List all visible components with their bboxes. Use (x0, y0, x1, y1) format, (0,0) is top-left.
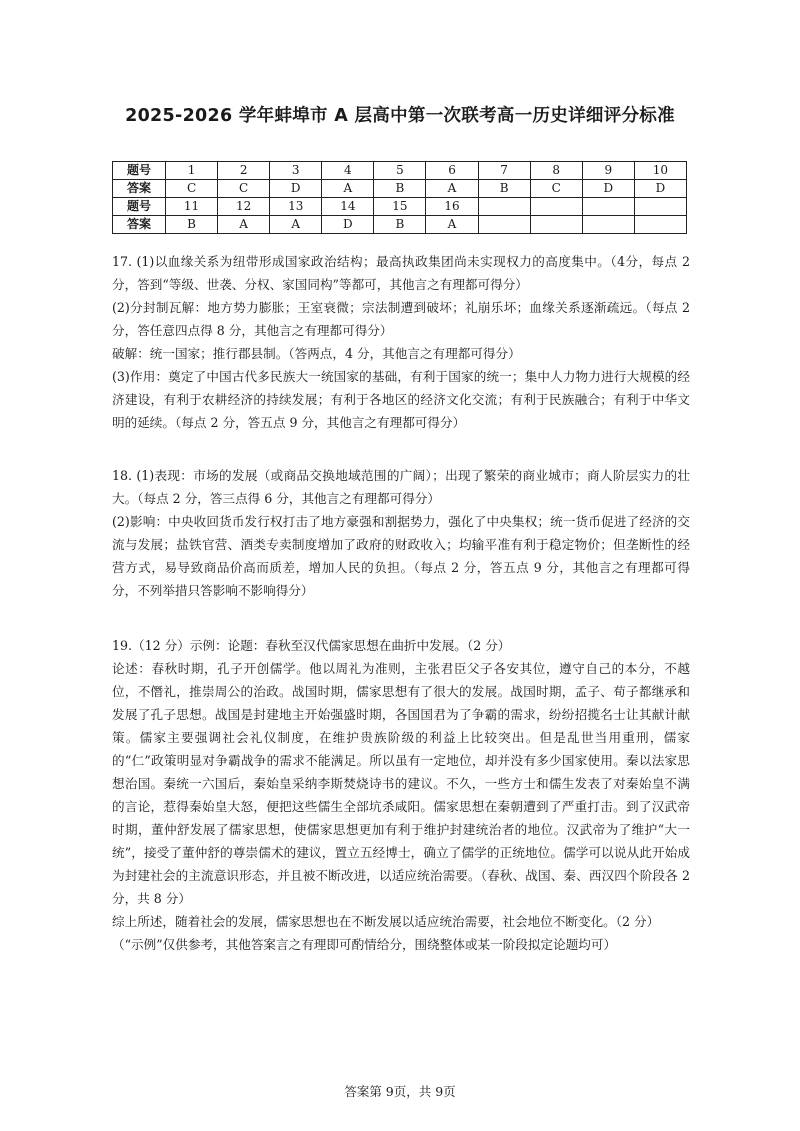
q17-part1: 17. (1)以血缘关系为纽带形成国家政治结构；最高执政集团尚未实现权力的高度集中。（4分，每点 2 分，答到“等级、世袭、分权、家国同构”等都可，其他言之有理都可得分） (112, 254, 690, 292)
table-cell (530, 198, 582, 216)
table-cell: 13 (270, 198, 322, 216)
page-footer: 答案第 9页，共 9页 (344, 1084, 456, 1099)
table-row-header: 题号 (113, 198, 166, 216)
table-row (113, 162, 687, 180)
table-cell: 5 (374, 162, 426, 180)
table-cell: D (582, 180, 634, 198)
table-cell: A (322, 180, 374, 198)
table-cell: A (426, 180, 478, 198)
table-row-header: 答案 (113, 180, 166, 198)
table-row-header: 题号 (113, 162, 166, 180)
table-cell: B (478, 180, 530, 198)
q17-part2: (2)分封制瓦解：地方势力膨胀；王室衰微；宗法制遭到破坏；礼崩乐坏；血缘关系逐渐疏远。（每点 2 分，答任意四点得 8 分，其他言之有理都可得分） (112, 300, 690, 338)
table-cell: C (166, 180, 218, 198)
table-cell: C (218, 180, 270, 198)
q17-part3: (3)作用：奠定了中国古代多民族大一统国家的基础，有利于国家的统一；集中人力物力进行大规模的经济建设，有利于农耕经济的持续发展；有利于各地区的经济文化交流；有利于民族融合；有利于中华文明的延续。（每点 2 分，答五点 9 分，其他言之有理都可得分） (112, 369, 690, 430)
table-row (113, 198, 687, 216)
table-cell: 7 (478, 162, 530, 180)
table-row (113, 216, 687, 234)
table-cell: B (374, 216, 426, 234)
table-cell: 4 (322, 162, 374, 180)
table-cell: 3 (270, 162, 322, 180)
question-18-section (112, 464, 690, 602)
table-cell (478, 198, 530, 216)
table-cell: B (166, 216, 218, 234)
table-cell: 8 (530, 162, 582, 180)
table-cell: 11 (166, 198, 218, 216)
table-cell: 10 (634, 162, 686, 180)
table-cell: D (322, 216, 374, 234)
table-row-header: 答案 (113, 216, 166, 234)
page-title: 2025-2026 学年蚌埠市 A 层高中第一次联考高一历史详细评分标准 (125, 106, 675, 126)
table-cell: 9 (582, 162, 634, 180)
table-cell (530, 216, 582, 234)
table-cell (634, 216, 686, 234)
q18-part1: 18. (1)表现：市场的发展（或商品交换地域范围的广阔）；出现了繁荣的商业城市；商人阶层实力的壮大。（每点 2 分，答三点得 6 分，其他言之有理都可得分） (112, 468, 690, 506)
table-cell: C (530, 180, 582, 198)
table-cell (582, 216, 634, 234)
table-cell: A (426, 216, 478, 234)
table-cell: D (270, 180, 322, 198)
q19-conclusion: 综上所述，随着社会的发展，儒家思想也在不断发展以适应统治需要，社会地位不断变化。（2 分） (112, 914, 660, 929)
table-cell: 2 (218, 162, 270, 180)
table-cell (634, 198, 686, 216)
q19-thesis: 19.（12 分）示例：论题：春秋至汉代儒家思想在曲折中发展。（2 分） (112, 638, 511, 653)
table-cell (582, 198, 634, 216)
table-cell (478, 216, 530, 234)
answer-table (112, 161, 687, 234)
question-19-section (112, 634, 690, 956)
table-row (113, 180, 687, 198)
table-cell: 12 (218, 198, 270, 216)
question-17-section (112, 250, 690, 434)
table-cell: A (270, 216, 322, 234)
table-cell: 14 (322, 198, 374, 216)
table-cell: 16 (426, 198, 478, 216)
q18-part2: (2)影响：中央收回货币发行权打击了地方豪强和割据势力，强化了中央集权；统一货币促进了经济的交流与发展；盐铁官营、酒类专卖制度增加了政府的财政收入；均输平准有利于稳定物价；但垄断性的经营方式，易导致商品价高而质差，增加人民的负担。（每点 2 分，答五点 9 分，其他言之有理都可得分，不列举措只答影响不影响得分） (112, 514, 690, 598)
q19-argument: 论述：春秋时期，孔子开创儒学。他以周礼为准则，主张君臣父子各安其位，遵守自己的本分，不越位，不僭礼，推崇周公的治政。战国时期，儒家思想有了很大的发展。战国时期，孟子、荀子都继承和发展了孔子思想。战国是封建地主开始强盛时期，各国国君为了争霸的需求，纷纷招揽名士让其献计献策。儒家主要强调社会礼仪制度，在维护贵族阶级的利益上比较突出。但是乱世当用重刑，儒家的“仁”政策明显对争霸战争的需求不能满足。所以虽有一定地位，却并没有多少国家使用。秦以法家思想治国。秦统一六国后，秦始皇采纳李斯焚烧诗书的建议。不久，一些方士和儒生发表了对秦始皇不满的言论，惹得秦始皇大怒，便把这些儒生全部坑杀咸阳。儒家思想在秦朝遭到了严重打击。到了汉武帝时期，董仲舒发展了儒家思想，使儒家思想更加有利于维护封建统治者的地位。汉武帝为了维护“大一统”，接受了董仲舒的尊崇儒术的建议，置立五经博士，确立了儒学的正统地位。儒学可以说从此开始成为封建社会的主流意识形态，并且被不断改进，以适应统治需要。（春秋、战国、秦、西汉四个阶段各 2 分，共 8 分） (112, 661, 690, 906)
table-cell: 6 (426, 162, 478, 180)
q19-note: （“示例”仅供参考，其他答案言之有理即可酌情给分，围绕整体或某一阶段拟定论题均可） (112, 937, 617, 952)
table-cell: B (374, 180, 426, 198)
q17-part2-solution: 破解：统一国家；推行郡县制。（答两点，4 分，其他言之有理都可得分） (112, 346, 521, 361)
table-cell: A (218, 216, 270, 234)
table-cell: D (634, 180, 686, 198)
table-cell: 1 (166, 162, 218, 180)
table-cell: 15 (374, 198, 426, 216)
